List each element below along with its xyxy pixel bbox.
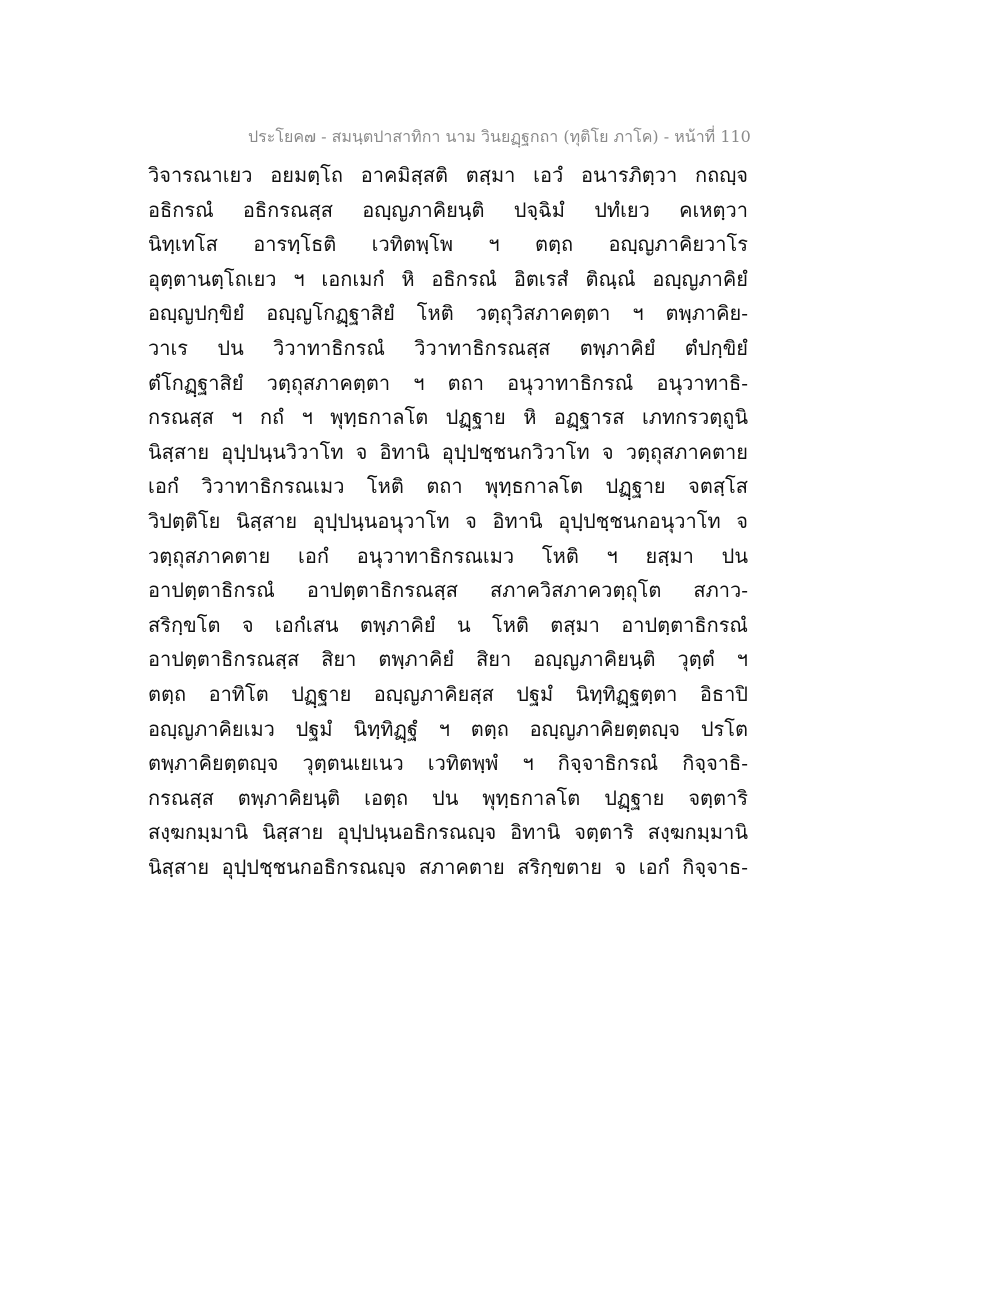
text-line: นิสฺสาย อุปฺปชฺชนกอธิกรณญฺจ สภาคตาย สริกฺขตาย จ เอกํ กิจฺจาธ-: [148, 854, 748, 879]
text-line: ตตฺถ อาทิโต ปฏฺฐาย อญฺญภาคิยสฺส ปฐมํ นิทฺทิฏฺฐตฺตา อิธาปิ: [148, 681, 748, 706]
text-line: อญฺญปกฺขิยํ อญฺญโกฏฺฐาสิยํ โหติ วตฺถุวิสภาคตฺตา ฯ ตพฺภาคิย-: [148, 301, 748, 326]
text-line: อญฺญภาคิยเมว ปฐมํ นิทฺทิฏฺฐํ ฯ ตตฺถ อญฺญภาคิยตฺตญฺจ ปรโต: [148, 716, 748, 741]
text-line: กรณสฺส ฯ กถํ ฯ พุทฺธกาลโต ปฏฺฐาย หิ อฏฺฐารส เภทกรวตฺถูนิ: [148, 405, 748, 430]
text-line: วาเร ปน วิวาทาธิกรณํ วิวาทาธิกรณสฺส ตพฺภาคิยํ ตํปกฺขิยํ: [148, 335, 748, 360]
text-line: เอกํ วิวาทาธิกรณเมว โหติ ตถา พุทฺธกาลโต ปฏฺฐาย จตสฺโส: [148, 474, 748, 499]
text-line: สริกฺขโต จ เอกํเสน ตพฺภาคิยํ น โหติ ตสฺมา อาปตฺตาธิกรณํ: [148, 612, 748, 637]
text-line: ตพฺภาคิยตฺตญฺจ วุตฺตนเยเนว เวทิตพฺพํ ฯ กิจฺจาธิกรณํ กิจฺจาธิ-: [148, 751, 748, 776]
text-line: สงฺฆกมฺมานิ นิสฺสาย อุปฺปนฺนอธิกรณญฺจ อิทานิ จตฺตาริ สงฺฆกมฺมานิ: [148, 820, 748, 845]
text-line: อธิกรณํ อธิกรณสฺส อญฺญภาคิยนฺติ ปจฺฉิมํ ปทํเยว คเหตฺวา: [148, 197, 748, 222]
text-line: อาปตฺตาธิกรณํ อาปตฺตาธิกรณสฺส สภาควิสภาควตฺถุโต สภาว-: [148, 578, 748, 603]
text-line: นิสฺสาย อุปฺปนฺนวิวาโท จ อิทานิ อุปฺปชฺชนกวิวาโท จ วตฺถุสภาคตาย: [148, 439, 748, 464]
text-line: วิปตฺติโย นิสฺสาย อุปฺปนฺนอนุวาโท จ อิทานิ อุปฺปชฺชนกอนุวาโท จ: [148, 508, 748, 533]
running-header: ประโยค๗ - สมนฺตปาสาทิกา นาม วินยฏฺฐกถา (ทุติโย ภาโค) - หน้าที่ 110: [248, 127, 751, 146]
text-line: วิจารณาเยว อยมตฺโถ อาคมิสฺสติ ตสฺมา เอวํ อนารภิตฺวา กถญฺจ: [148, 163, 748, 187]
text-line: นิทฺเทโส อารทฺโธติ เวทิตพฺโพ ฯ ตตฺถ อญฺญภาคิยวาโร: [148, 232, 748, 257]
text-line: อุตฺตานตฺโถเยว ฯ เอกเมกํ หิ อธิกรณํ อิตเรสํ ติณฺณํ อญฺญภาคิยํ: [148, 266, 748, 291]
text-line: ตํโกฏฺฐาสิยํ วตฺถุสภาคตฺตา ฯ ตถา อนุวาทาธิกรณํ อนุวาทาธิ-: [148, 370, 748, 395]
text-line: วตฺถุสภาคตาย เอกํ อนุวาทาธิกรณเมว โหติ ฯ ยสฺมา ปน: [148, 543, 748, 568]
body-text: [148, 158, 748, 884]
text-line: กรณสฺส ตพฺภาคิยนฺติ เอตฺถ ปน พุทฺธกาลโต ปฏฺฐาย จตฺตาริ: [148, 785, 748, 810]
text-line: อาปตฺตาธิกรณสฺส สิยา ตพฺภาคิยํ สิยา อญฺญภาคิยนฺติ วุตฺตํ ฯ: [148, 647, 748, 672]
